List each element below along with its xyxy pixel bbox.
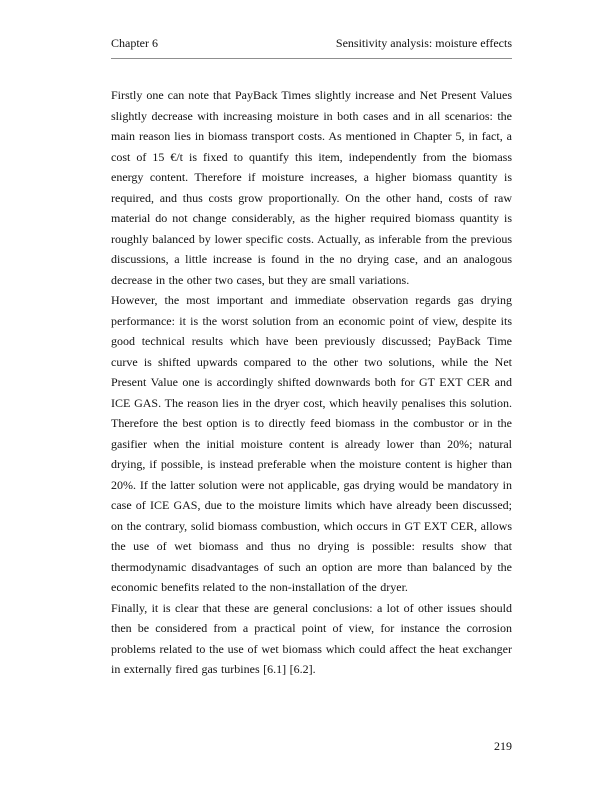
page-content-area (111, 36, 512, 680)
paragraph-conclusions: Finally, it is clear that these are general conclusions: a lot of other issues should then be considered from a practical point of view, for instance the corrosion problems related to the use of wet biomass which could affect the heat exchanger in externally fired gas turbines [6.1] [6.2]. (111, 600, 512, 676)
paragraph-payback-times: Firstly one can note that PayBack Times slightly increase and Net Present Values slightly decrease with increasing moisture in both cases and in all scenarios: the main reason lies in biomass transport costs. As mentioned in Chapter 5, in fact, a cost of 15 €/t is fixed to quantify this item, independently from the biomass energy content. Therefore if moisture increases, a higher biomass quantity is required, and thus costs grow proportionally. On the other hand, costs of raw material do not change considerably, as the higher required biomass quantity is roughly balanced by lower specific costs. Actually, as inferable from the previous discussions, a little increase is found in the no drying case, and an analogous decrease in the other two cases, but they are small variations. (111, 88, 512, 287)
page-number: 219 (494, 739, 512, 753)
running-head-title: Sensitivity analysis: moisture effects (335, 36, 512, 50)
running-header (111, 36, 512, 59)
body-text (111, 85, 512, 680)
page-footer (494, 739, 512, 754)
running-head-chapter: Chapter 6 (111, 36, 158, 50)
paragraph-gas-drying: However, the most important and immediate observation regards gas drying performance: it is the worst solution from an economic point of view, despite its good technical results which have been previously discussed; PayBack Time curve is shifted upwards compared to the other two solutions, while the Net Present Value one is accordingly shifted downwards both for GT EXT CER and ICE GAS. The reason lies in the dryer cost, which heavily penalises this solution. Therefore the best option is to directly feed biomass in the combustor or in the gasifier when the initial moisture content is already lower than 20%; natural drying, if possible, is instead preferable when the moisture content is higher than 20%. If the latter solution were not applicable, gas drying would be mandatory in case of ICE GAS, due to the moisture limits which have already been discussed; on the contrary, solid biomass combustion, which occurs in GT EXT CER, allows the use of wet biomass and thus no drying is possible: results show that thermodynamic disadvantages of such an option are more than balanced by the economic benefits related to the non-installation of the dryer. (111, 293, 512, 594)
